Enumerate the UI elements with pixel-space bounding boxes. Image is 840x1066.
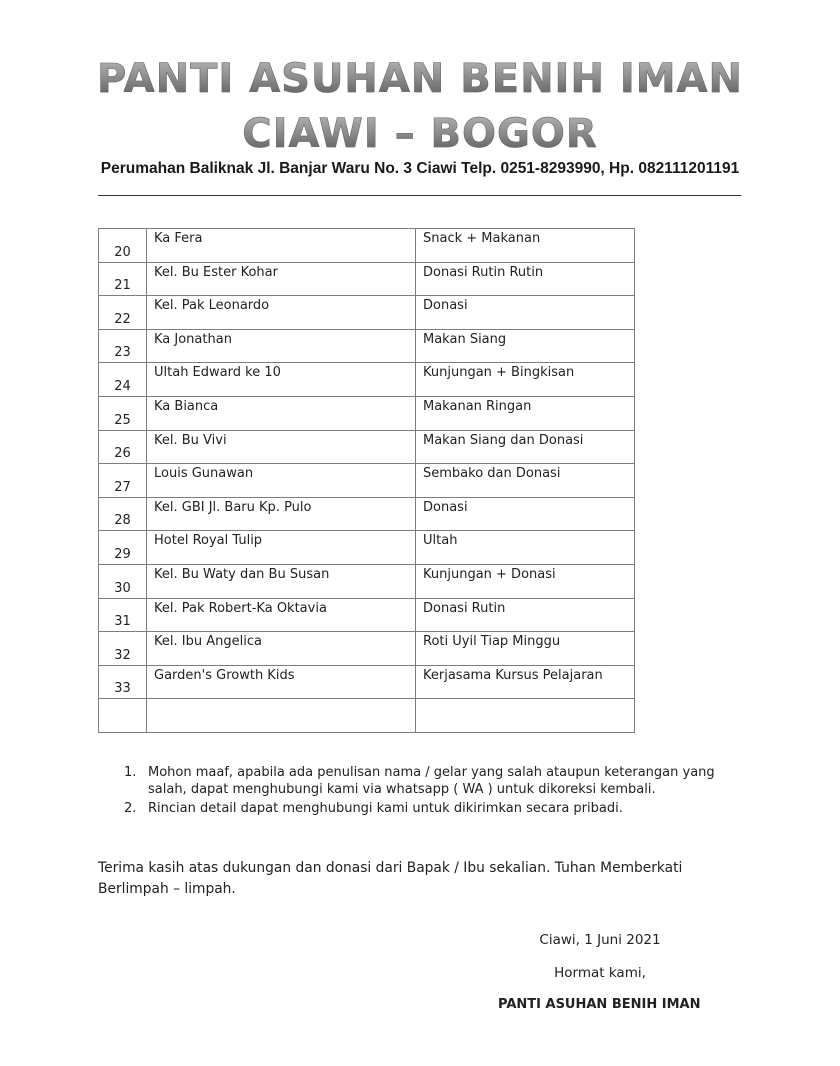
regards: Hormat kami,	[554, 965, 646, 981]
donor-name: Ka Fera	[147, 229, 416, 263]
donation-description: Donasi	[416, 497, 635, 531]
table-row	[99, 262, 635, 296]
place-date: Ciawi, 1 Juni 2021	[539, 932, 661, 948]
donor-name: Kel. Ibu Angelica	[147, 632, 416, 666]
table-row	[99, 665, 635, 699]
letterhead-location: CIAWI – BOGOR	[0, 111, 840, 157]
donation-description: Makan Siang dan Donasi	[416, 430, 635, 464]
note-number: 2.	[124, 801, 137, 816]
table-row	[99, 396, 635, 430]
donor-name: Ka Jonathan	[147, 329, 416, 363]
row-number: 31	[99, 598, 147, 632]
table-row	[99, 430, 635, 464]
note-text: Rincian detail dapat menghubungi kami untuk dikirimkan secara pribadi.	[148, 801, 623, 816]
table-row	[99, 329, 635, 363]
note-item	[120, 764, 740, 798]
row-number: 32	[99, 632, 147, 666]
row-number: 33	[99, 665, 147, 699]
table-row	[99, 497, 635, 531]
donor-name: Kel. Bu Waty dan Bu Susan	[147, 564, 416, 598]
donation-description: Donasi Rutin Rutin	[416, 262, 635, 296]
row-number: 23	[99, 329, 147, 363]
row-number: 26	[99, 430, 147, 464]
donation-description: Roti Uyil Tiap Minggu	[416, 632, 635, 666]
row-number: 24	[99, 363, 147, 397]
row-number: 21	[99, 262, 147, 296]
letterhead-title: PANTI ASUHAN BENIH IMAN	[0, 56, 840, 102]
table-row	[99, 464, 635, 498]
donation-description: Donasi Rutin	[416, 598, 635, 632]
donor-name: Kel. Bu Vivi	[147, 430, 416, 464]
donation-description: Ultah	[416, 531, 635, 565]
note-text: Mohon maaf, apabila ada penulisan nama / gelar yang salah ataupun keterangan yang salah, dapat menghubungi kami via whatsapp ( WA ) untuk dikoreksi kembali.	[148, 765, 715, 797]
donation-description: Kunjungan + Bingkisan	[416, 363, 635, 397]
letterhead-address: Perumahan Baliknak Jl. Banjar Waru No. 3 Ciawi Telp. 0251-8293990, Hp. 082111201191	[100, 160, 740, 177]
table-row	[99, 564, 635, 598]
donor-name: Ka Bianca	[147, 396, 416, 430]
donation-description: Makanan Ringan	[416, 396, 635, 430]
header-divider	[98, 195, 741, 196]
row-number: 20	[99, 229, 147, 263]
donor-name: Kel. Pak Leonardo	[147, 296, 416, 330]
donor-name: Hotel Royal Tulip	[147, 531, 416, 565]
table-row	[99, 229, 635, 263]
notes-list	[120, 764, 740, 819]
table-row	[99, 632, 635, 666]
donation-description: Donasi	[416, 296, 635, 330]
row-number: 30	[99, 564, 147, 598]
donation-description: Snack + Makanan	[416, 229, 635, 263]
table-row	[99, 363, 635, 397]
row-number: 22	[99, 296, 147, 330]
thanks-paragraph: Terima kasih atas dukungan dan donasi dari Bapak / Ibu sekalian. Tuhan Memberkati Berlimpah – limpah.	[98, 860, 683, 897]
donation-description	[416, 699, 635, 733]
donor-name: Kel. GBI Jl. Baru Kp. Pulo	[147, 497, 416, 531]
donation-description: Makan Siang	[416, 329, 635, 363]
note-item	[120, 800, 740, 817]
table-row	[99, 531, 635, 565]
donor-table	[98, 228, 635, 733]
row-number: 25	[99, 396, 147, 430]
donor-name	[147, 699, 416, 733]
donor-name: Louis Gunawan	[147, 464, 416, 498]
donor-name: Ultah Edward ke 10	[147, 363, 416, 397]
row-number	[99, 699, 147, 733]
signature-org: PANTI ASUHAN BENIH IMAN	[498, 997, 701, 1012]
table-row	[99, 296, 635, 330]
note-number: 1.	[124, 765, 137, 780]
table-row	[99, 699, 635, 733]
row-number: 29	[99, 531, 147, 565]
donation-description: Kerjasama Kursus Pelajaran	[416, 665, 635, 699]
donation-description: Kunjungan + Donasi	[416, 564, 635, 598]
donor-name: Kel. Pak Robert-Ka Oktavia	[147, 598, 416, 632]
donor-name: Kel. Bu Ester Kohar	[147, 262, 416, 296]
row-number: 27	[99, 464, 147, 498]
table-row	[99, 598, 635, 632]
donation-description: Sembako dan Donasi	[416, 464, 635, 498]
donor-name: Garden's Growth Kids	[147, 665, 416, 699]
row-number: 28	[99, 497, 147, 531]
